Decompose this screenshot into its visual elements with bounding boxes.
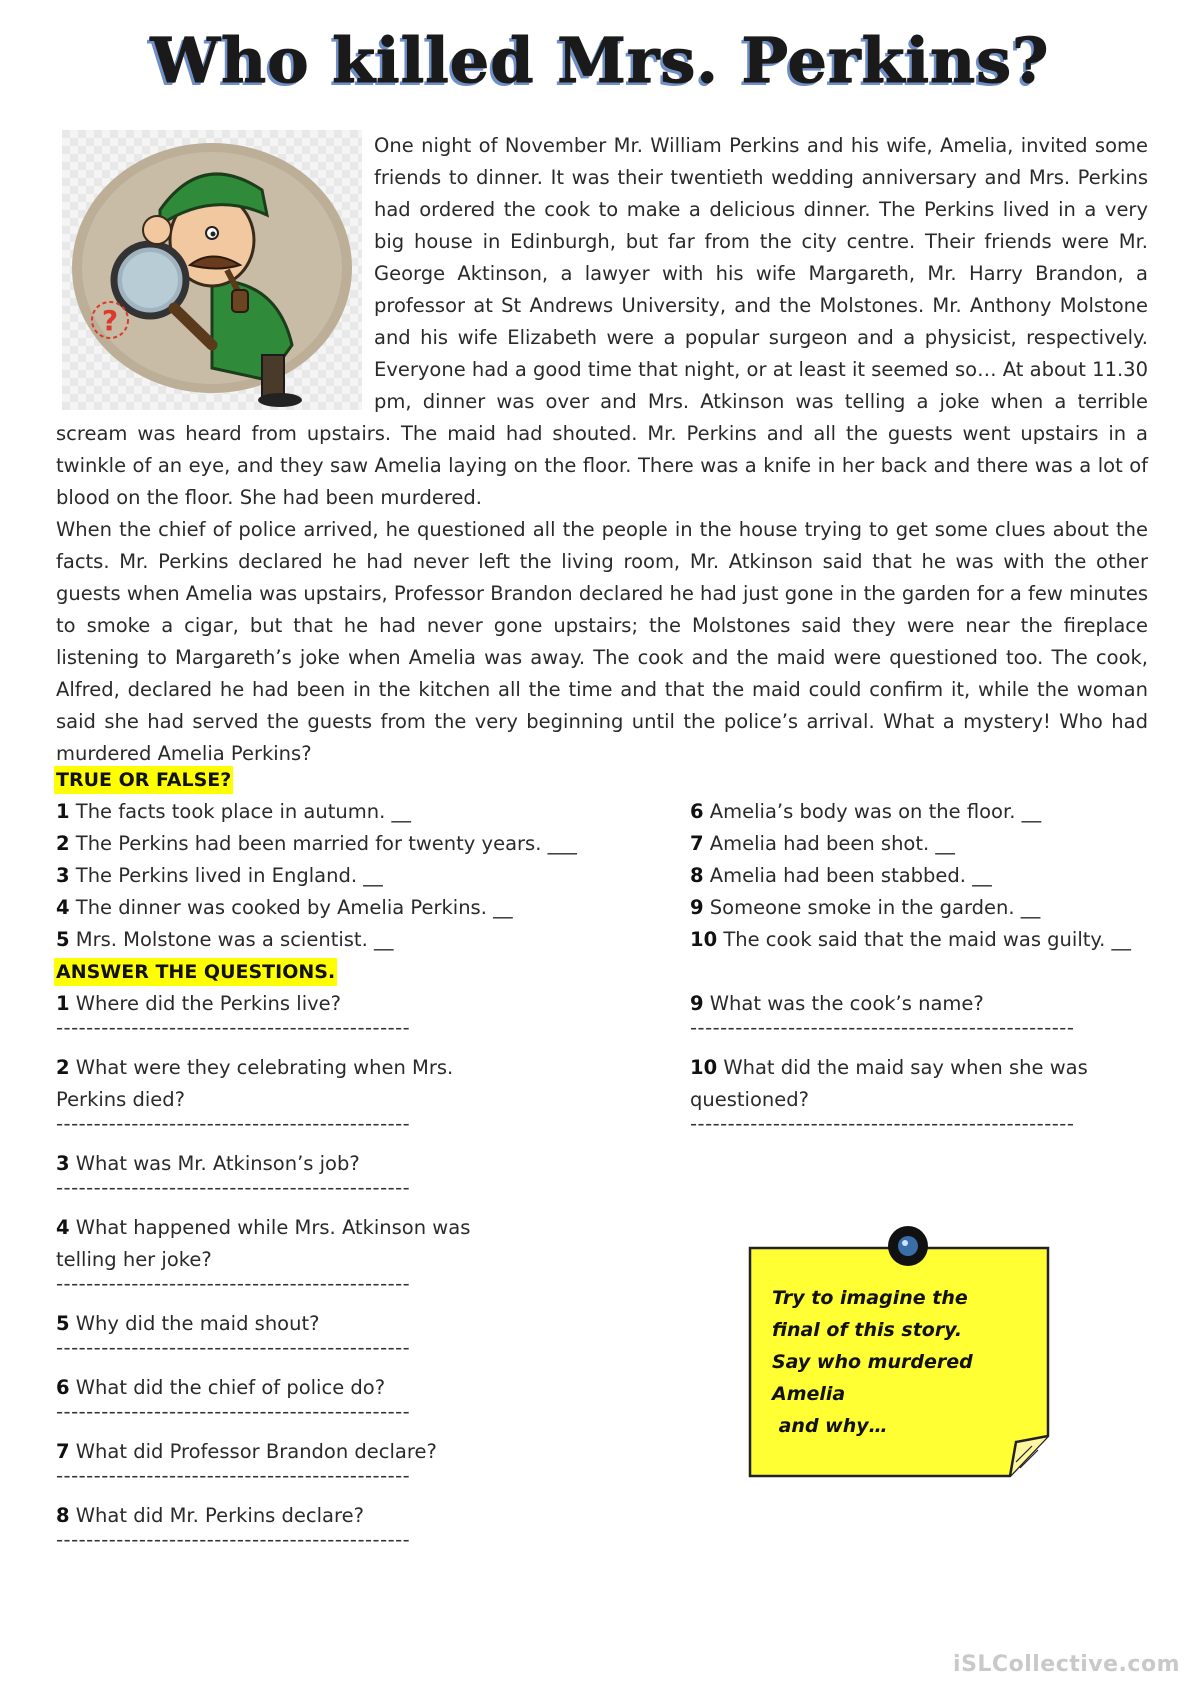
answer-line-3[interactable]: -----------------------------------------------	[56, 1176, 411, 1199]
answer-line-9[interactable]: ---------------------------------------------------	[690, 1016, 1075, 1039]
story-paragraph-2: When the chief of police arrived, he questioned all the people in the house trying to get some clues about the facts. Mr. Perkins declared he had never left the living room, Mr. Atkinson said that he was with the other guests when Amelia was upstairs, Professor Brandon declared he had just gone in the garden for a few minutes to smoke a cigar, but that he had never gone upstairs; the Molstones said they were near the fireplace listening to Margareth’s joke when Amelia was away. The cook and the maid were questioned too. The cook, Alfred, declared he had been in the kitchen all the time and that the maid could confirm it, while the woman said she had served the guests from the very beginning until the police’s arrival. What a mystery! Who had murdered Amelia Perkins?	[56, 518, 1148, 765]
tf-item-1: 1 The facts took place in autumn. __	[56, 800, 411, 823]
note-line-4: and why…	[772, 1415, 888, 1437]
question-4: 4 What happened while Mrs. Atkinson was telling her joke?	[56, 1216, 471, 1271]
questions-heading: ANSWER THE QUESTIONS.	[54, 958, 337, 986]
question-5: 5 Why did the maid shout?	[56, 1312, 320, 1335]
question-7: 7 What did Professor Brandon declare?	[56, 1440, 437, 1463]
true-false-heading: TRUE OR FALSE?	[54, 766, 233, 794]
tf-item-8: 8 Amelia had been stabbed. __	[690, 864, 992, 887]
tf-item-10: 10 The cook said that the maid was guilty. __	[690, 928, 1132, 951]
note-line-1: Try to imagine the	[772, 1287, 968, 1309]
page-title: Who killed Mrs. Perkins?	[150, 24, 1050, 97]
note-line-2: final of this story.	[772, 1319, 963, 1341]
tf-item-3: 3 The Perkins lived in England. __	[56, 864, 383, 887]
footer-watermark: iSLCollective.com	[953, 1652, 1180, 1677]
question-2: 2 What were they celebrating when Mrs. Perkins died?	[56, 1056, 454, 1111]
answer-line-8[interactable]: -----------------------------------------------	[56, 1528, 411, 1551]
answer-line-6[interactable]: -----------------------------------------------	[56, 1400, 411, 1423]
question-6: 6 What did the chief of police do?	[56, 1376, 386, 1399]
tf-item-6: 6 Amelia’s body was on the floor. __	[690, 800, 1042, 823]
tf-item-5: 5 Mrs. Molstone was a scientist. __	[56, 928, 394, 951]
answer-line-5[interactable]: -----------------------------------------------	[56, 1336, 411, 1359]
answer-line-1[interactable]: -----------------------------------------------	[56, 1016, 411, 1039]
tf-item-7: 7 Amelia had been shot. __	[690, 832, 955, 855]
question-9: 9 What was the cook’s name?	[690, 992, 984, 1015]
question-3: 3 What was Mr. Atkinson’s job?	[56, 1152, 360, 1175]
question-1: 1 Where did the Perkins live?	[56, 992, 341, 1015]
question-8: 8 What did Mr. Perkins declare?	[56, 1504, 364, 1527]
answer-line-10[interactable]: ---------------------------------------------------	[690, 1112, 1075, 1135]
pin-icon	[888, 1226, 928, 1266]
story-text	[56, 130, 1148, 770]
svg-text:?: ?	[101, 304, 119, 337]
answer-line-4[interactable]: -----------------------------------------------	[56, 1272, 411, 1295]
tf-item-2: 2 The Perkins had been married for twenty years. ___	[56, 832, 577, 855]
answer-line-2[interactable]: -----------------------------------------------	[56, 1112, 411, 1135]
note-line-3: Say who murdered Amelia	[772, 1351, 973, 1405]
sticky-note-text	[772, 1282, 1042, 1442]
answer-line-7[interactable]: -----------------------------------------------	[56, 1464, 411, 1487]
question-10: 10 What did the maid say when she was questioned?	[690, 1056, 1088, 1111]
story-paragraph-1: One night of November Mr. William Perkins and his wife, Amelia, invited some friends to dinner. It was their twentieth wedding anniversary and Mrs. Perkins had ordered the cook to make a delicious dinner. The Perkins lived in a very big house in Edinburgh, but far from the city centre. Their friends were Mr. George Aktinson, a lawyer with his wife Margareth, Mr. Harry Brandon, a professor at St Andrews University, and the Molstones. Mr. Anthony Molstone and his wife Elizabeth were a popular surgeon and a physicist, respectively. Everyone had a good time that night, or at least it seemed so… At about 11.30 pm, dinner was over and Mrs. Atkinson was telling a joke when a terrible scream was heard from upstairs. The maid had shouted. Mr. Perkins and all the guests went upstairs in a twinkle of an eye, and they saw Amelia laying on the floor. There was a knife in her back and there was a lot of blood on the floor. She had been murdered.	[56, 134, 1148, 509]
tf-item-4: 4 The dinner was cooked by Amelia Perkins. __	[56, 896, 513, 919]
tf-item-9: 9 Someone smoke in the garden. __	[690, 896, 1041, 919]
